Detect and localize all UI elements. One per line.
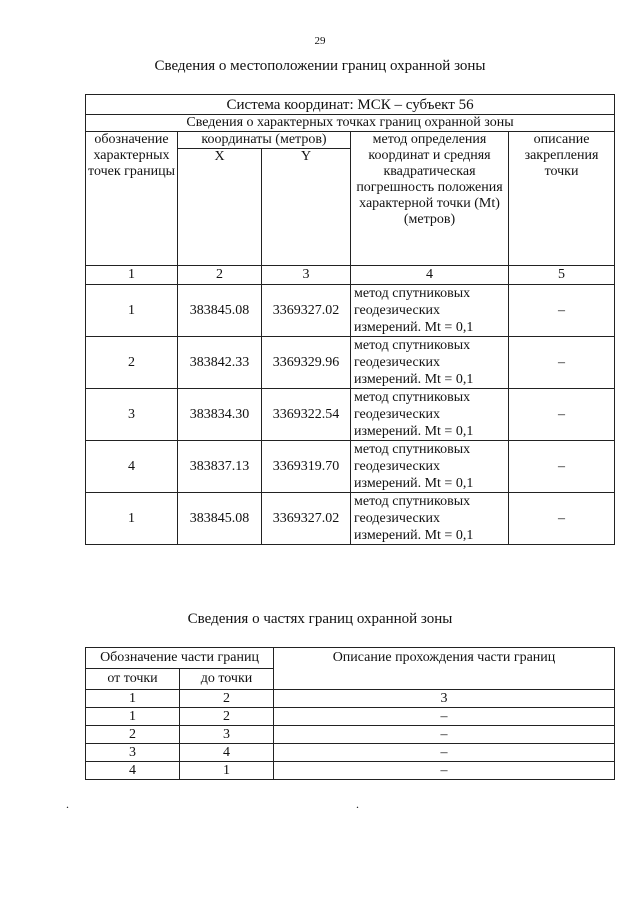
coord-y: 3369319.70 (262, 441, 351, 493)
point-description: – (509, 441, 615, 493)
part-description: – (274, 708, 615, 726)
header-part-description: Описание прохождения части границ (274, 648, 615, 690)
method: метод спутниковых геодезических измерений. Mt = 0,1 (351, 493, 509, 545)
part-description: – (274, 762, 615, 780)
from-point: 4 (86, 762, 180, 780)
stray-mark: . (356, 797, 359, 811)
coord-x: 383845.08 (178, 285, 262, 337)
coord-x: 383845.08 (178, 493, 262, 545)
to-point: 1 (180, 762, 274, 780)
coordinates-table (85, 94, 615, 545)
point-description: – (509, 285, 615, 337)
point-description: – (509, 493, 615, 545)
header-point: обозначение характерных точек границы (86, 132, 178, 266)
col-number: 2 (180, 690, 274, 708)
col-number: 3 (274, 690, 615, 708)
table-row (86, 493, 615, 545)
method: метод спутниковых геодезических измерений. Mt = 0,1 (351, 337, 509, 389)
to-point: 4 (180, 744, 274, 762)
header-to-point: до точки (180, 669, 274, 690)
col-number: 3 (262, 266, 351, 285)
table-row (86, 762, 615, 780)
point-id: 4 (86, 441, 178, 493)
table-row (86, 389, 615, 441)
section-title-location: Сведения о местоположении границ охранной зоны (154, 58, 486, 74)
point-id: 3 (86, 389, 178, 441)
col-number: 1 (86, 690, 180, 708)
stray-mark: . (66, 797, 69, 811)
col-number: 4 (351, 266, 509, 285)
table-subtitle: Сведения о характерных точках границ охранной зоны (86, 115, 615, 132)
coord-x: 383837.13 (178, 441, 262, 493)
to-point: 2 (180, 708, 274, 726)
to-point: 3 (180, 726, 274, 744)
header-method: метод определения координат и средняя квадратическая погрешность положения характерной точки (Mt) (метров) (351, 132, 509, 266)
coord-x: 383842.33 (178, 337, 262, 389)
point-description: – (509, 337, 615, 389)
coordinate-system: Система координат: МСК – субъект 56 (86, 95, 615, 115)
col-number: 2 (178, 266, 262, 285)
part-description: – (274, 744, 615, 762)
coord-y: 3369327.02 (262, 493, 351, 545)
part-description: – (274, 726, 615, 744)
point-id: 2 (86, 337, 178, 389)
header-y: Y (262, 149, 351, 266)
page-number: 29 (314, 35, 326, 47)
point-id: 1 (86, 493, 178, 545)
section-title-parts: Сведения о частях границ охранной зоны (187, 611, 453, 627)
table-row (86, 744, 615, 762)
coord-x: 383834.30 (178, 389, 262, 441)
method: метод спутниковых геодезических измерений. Mt = 0,1 (351, 285, 509, 337)
method: метод спутниковых геодезических измерений. Mt = 0,1 (351, 441, 509, 493)
header-coordinates: координаты (метров) (178, 132, 351, 149)
table-row (86, 708, 615, 726)
header-x: X (178, 149, 262, 266)
point-id: 1 (86, 285, 178, 337)
table-row (86, 285, 615, 337)
from-point: 3 (86, 744, 180, 762)
coord-y: 3369322.54 (262, 389, 351, 441)
coord-y: 3369329.96 (262, 337, 351, 389)
header-from-point: от точки (86, 669, 180, 690)
col-number: 1 (86, 266, 178, 285)
from-point: 2 (86, 726, 180, 744)
point-description: – (509, 389, 615, 441)
from-point: 1 (86, 708, 180, 726)
table-row (86, 337, 615, 389)
header-description: описание закрепления точки (509, 132, 615, 266)
table-row (86, 441, 615, 493)
coord-y: 3369327.02 (262, 285, 351, 337)
header-part: Обозначение части границ (86, 648, 274, 669)
boundary-parts-table (85, 647, 615, 780)
table-row (86, 726, 615, 744)
col-number: 5 (509, 266, 615, 285)
method: метод спутниковых геодезических измерений. Mt = 0,1 (351, 389, 509, 441)
